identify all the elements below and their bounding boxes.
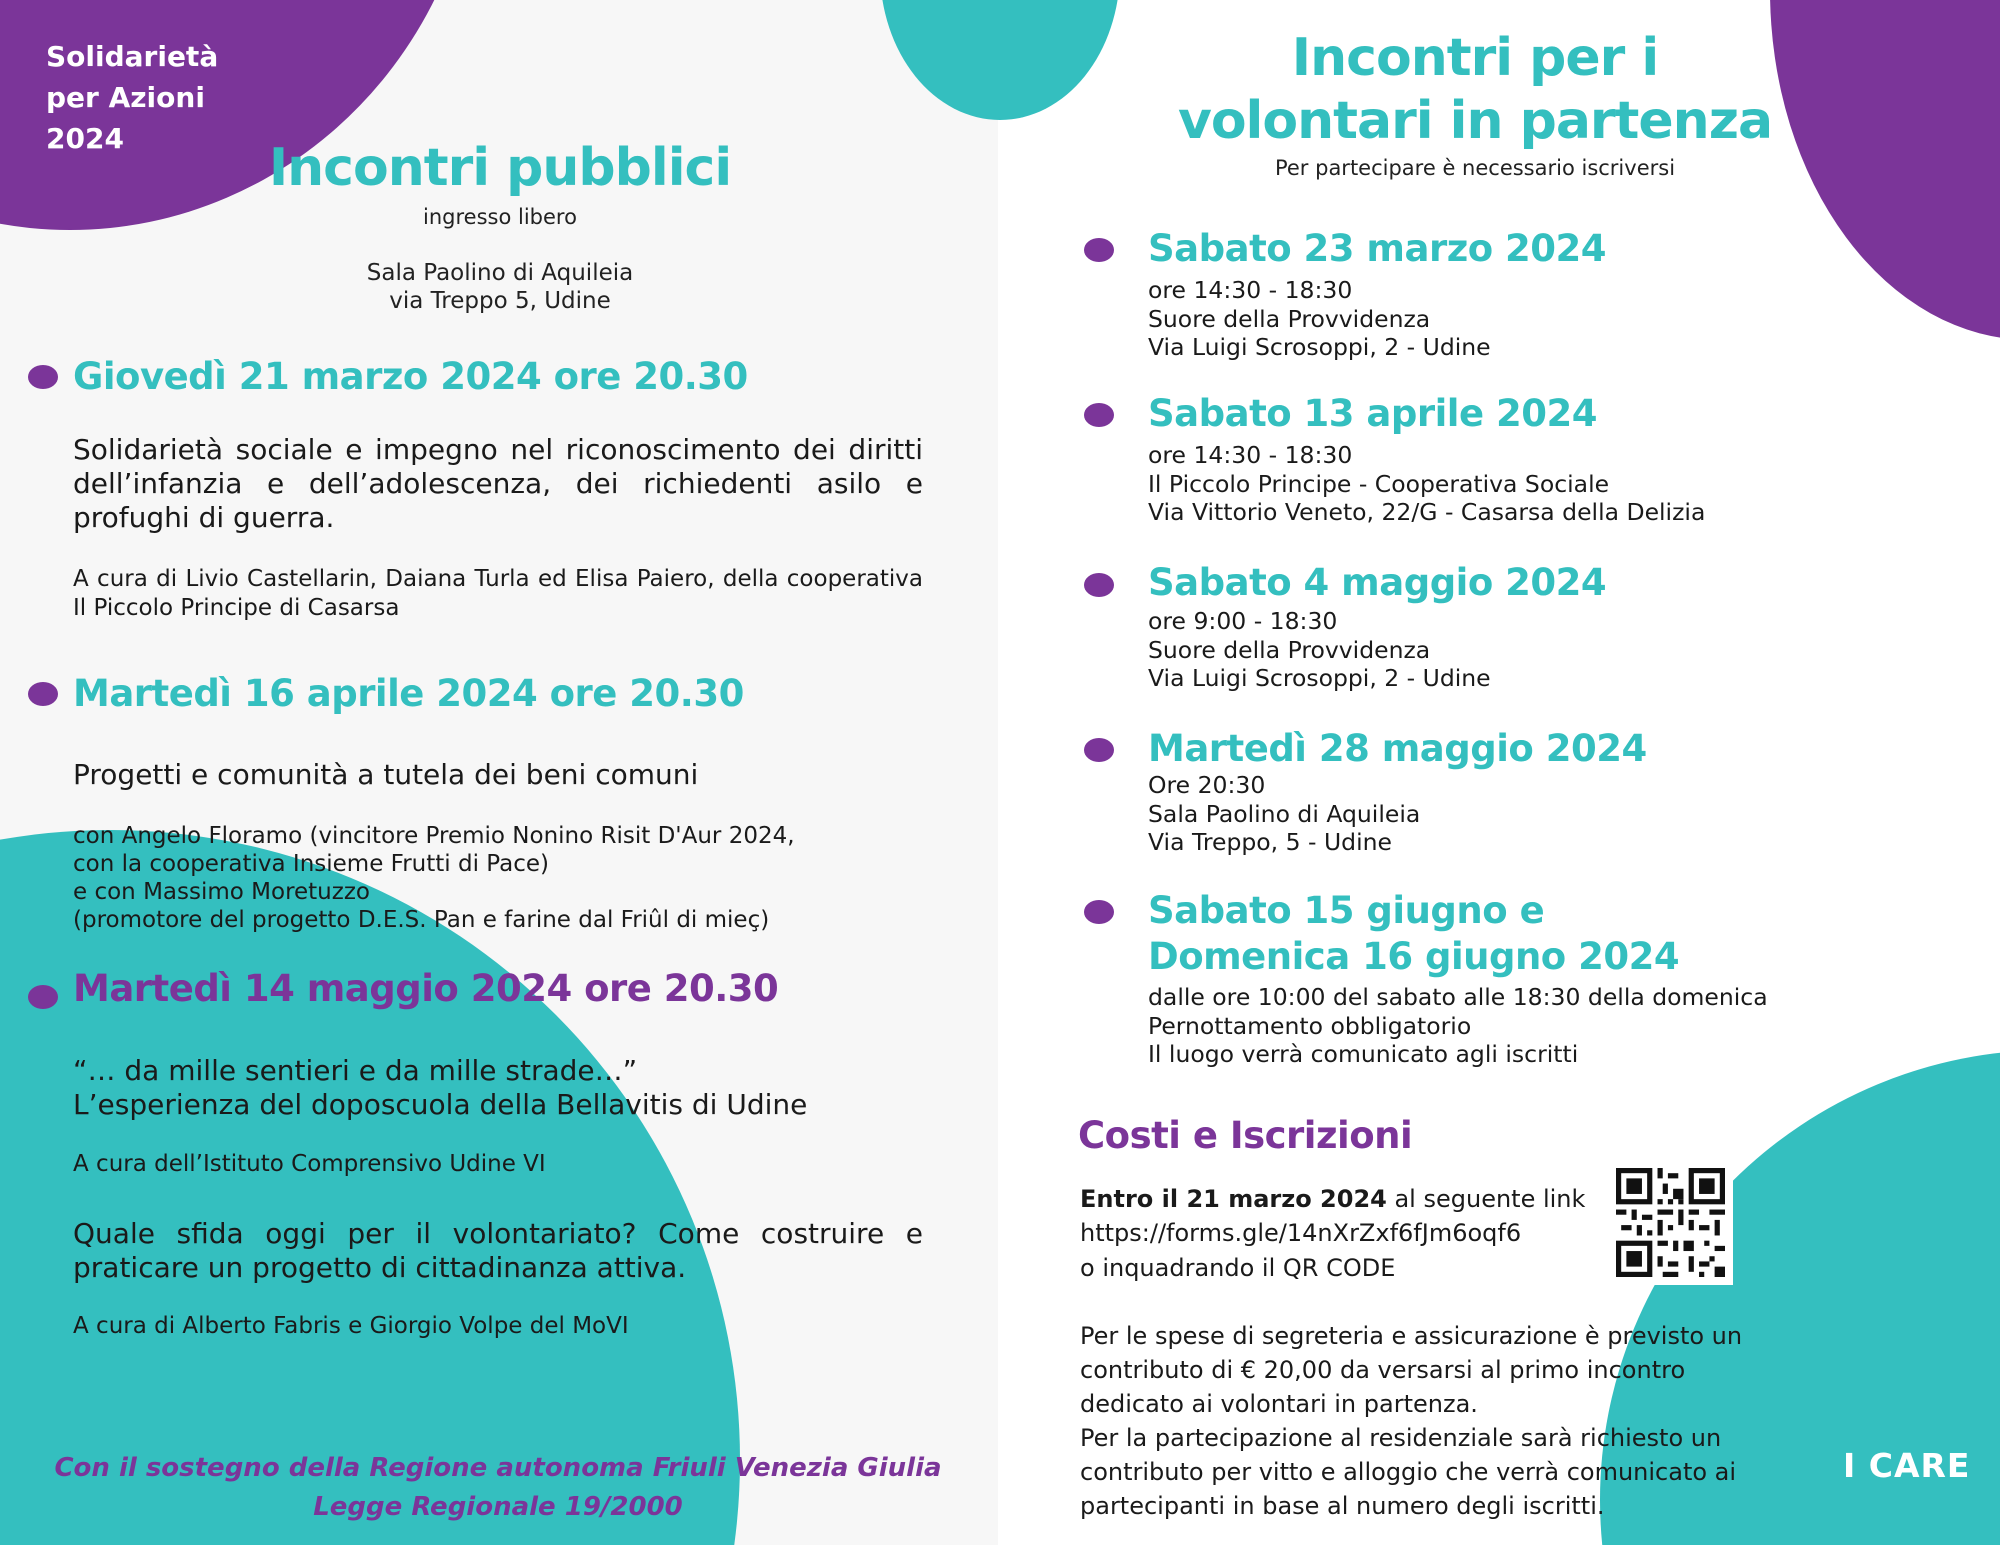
event-details: Ore 20:30 Sala Paolino di Aquileia Via Treppo, 5 - Udine (1148, 771, 1421, 856)
brand-line: 2024 (46, 122, 124, 155)
event-date: Martedì 16 aprile 2024 ore 20.30 (73, 672, 744, 715)
event-details: ore 14:30 - 18:30 Suore della Provvidenza Via Luigi Scrosoppi, 2 - Udine (1148, 276, 1491, 361)
footer-line: Con il sostegno della Regione autonoma Friuli Venezia Giulia (54, 1453, 942, 1483)
deadline-rest: al seguente link (1386, 1185, 1586, 1213)
fee-text: Per le spese di segreteria e assicurazione è previsto un contributo di € 20,00 da versarsi al primo incontro dedicato ai volontari in partenza. Per la partecipazione al residenziale sarà richiesto un contributo per vitto e alloggio che verrà comunicato ai partecipanti in base al numero degli iscritti. (1080, 1322, 1743, 1520)
event-description: “… da mille sentieri e da mille strade…” L’esperienza del doposcuola della Bellavitis di Udine (73, 1054, 808, 1121)
event-credit: A cura di Alberto Fabris e Giorgio Volpe del MoVI (73, 1313, 629, 1339)
event-description: Progetti e comunità a tutela dei beni comuni (73, 758, 699, 791)
qr-code[interactable] (1608, 1160, 1733, 1285)
brand-line: Solidarietà (46, 40, 219, 73)
registration-link[interactable]: https://forms.gle/14nXrZxf6fJm6oqf6 (1080, 1219, 1522, 1247)
deadline-text (1080, 1182, 1585, 1216)
bullet-dot (1084, 238, 1114, 262)
qr-instruction: o inquadrando il QR CODE (1080, 1254, 1396, 1282)
footer-line: Legge Regionale 19/2000 (313, 1492, 683, 1522)
brand-line: per Azioni (46, 81, 205, 114)
right-title: volontari in partenza (1177, 91, 1773, 151)
bullet-dot (1084, 738, 1114, 762)
event-description: Solidarietà sociale e impegno nel riconoscimento dei diritti dell’infanzia e dell’adolescenza, dei richiedenti asilo e profughi di guerra. (73, 433, 923, 534)
brand-label (46, 36, 218, 159)
event-credit: con Angelo Floramo (vincitore Premio Nonino Risit D'Aur 2024, con la cooperativa Insieme Frutti di Pace) e con Massimo Moretuzzo (promotore del progetto D.E.S. Pan e farine dal Friûl di mieç) (73, 823, 795, 933)
bullet-dot (1084, 900, 1114, 924)
costs-title: Costi e Iscrizioni (1078, 1114, 1413, 1157)
left-subtitle: ingresso libero (423, 205, 577, 229)
left-title: Incontri pubblici (268, 138, 732, 198)
right-title: Incontri per i (1291, 28, 1659, 88)
event-details: dalle ore 10:00 del sabato alle 18:30 della domenica Pernottamento obbligatorio Il luogo verrà comunicato agli iscritti (1148, 983, 1768, 1068)
event-details: ore 9:00 - 18:30 Suore della Provvidenza Via Luigi Scrosoppi, 2 - Udine (1148, 607, 1491, 692)
event-details: ore 14:30 - 18:30 Il Piccolo Principe - Cooperativa Sociale Via Vittorio Veneto, 22/G - Casarsa della Delizia (1148, 441, 1706, 526)
bullet-dot (28, 365, 58, 389)
event-date: Martedì 14 maggio 2024 ore 20.30 (73, 967, 779, 1010)
event-date: Sabato 23 marzo 2024 (1148, 227, 1607, 270)
bullet-dot (1084, 573, 1114, 597)
event-date: Sabato 13 aprile 2024 (1148, 392, 1597, 435)
right-subtitle: Per partecipare è necessario iscriversi (1274, 156, 1676, 180)
venue-line: via Treppo 5, Udine (389, 288, 611, 314)
event-credit: A cura di Livio Castellarin, Daiana Turla ed Elisa Paiero, della cooperativa Il Piccolo Principe di Casarsa (73, 566, 923, 621)
bullet-dot (28, 682, 58, 706)
bullet-dot (1084, 403, 1114, 427)
event-date: Martedì 28 maggio 2024 (1148, 727, 1647, 770)
decorative-teal-blob (0, 830, 740, 1545)
event-credit: A cura dell’Istituto Comprensivo Udine VI (73, 1151, 546, 1177)
icare-logo: I CARE (1843, 1446, 1971, 1485)
event-date: Sabato 15 giugno e (1148, 889, 1545, 932)
event-description: Quale sfida oggi per il volontariato? Come costruire e praticare un progetto di cittadinanza attiva. (73, 1217, 923, 1284)
bullet-dot (28, 985, 58, 1009)
deadline-bold: Entro il 21 marzo 2024 (1080, 1185, 1387, 1213)
event-date: Sabato 4 maggio 2024 (1148, 561, 1607, 604)
event-date: Giovedì 21 marzo 2024 ore 20.30 (73, 355, 748, 398)
venue-line: Sala Paolino di Aquileia (366, 260, 634, 286)
event-date: Domenica 16 giugno 2024 (1148, 935, 1680, 978)
qr-code-icon (1616, 1168, 1725, 1277)
